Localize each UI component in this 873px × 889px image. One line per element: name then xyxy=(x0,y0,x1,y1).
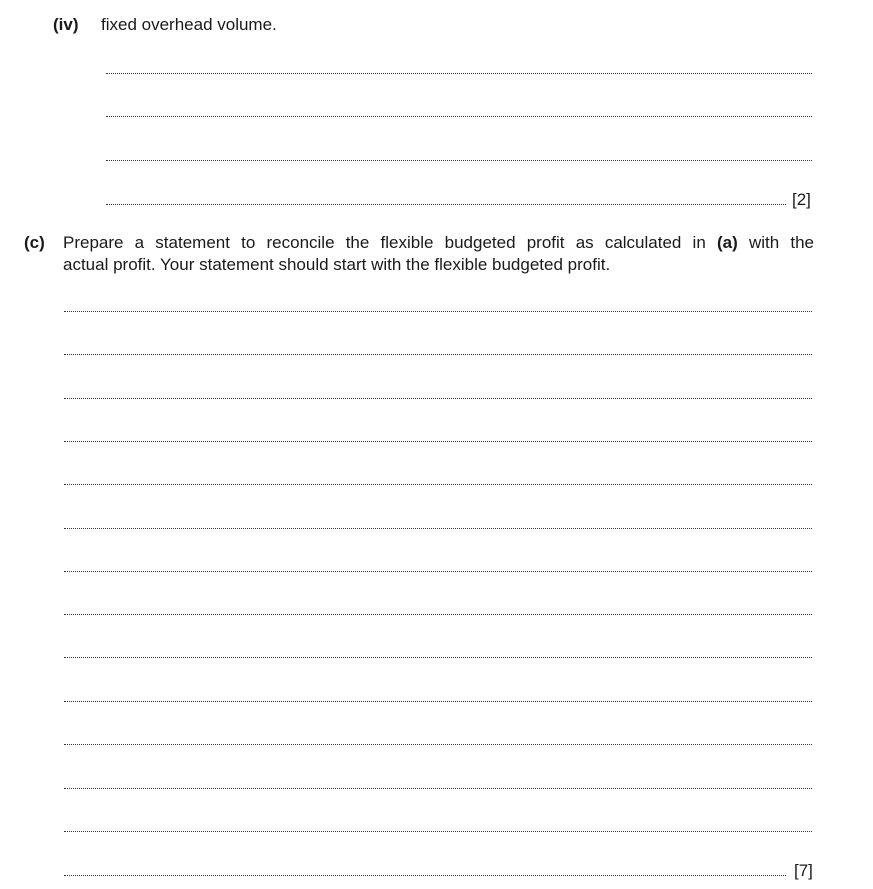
answer-line[interactable] xyxy=(64,701,812,702)
answer-line[interactable] xyxy=(64,484,812,485)
question-text-c-post: with the xyxy=(737,233,814,252)
answer-line[interactable] xyxy=(64,441,812,442)
answer-line[interactable] xyxy=(64,311,812,312)
answer-line[interactable] xyxy=(106,204,786,205)
answer-line[interactable] xyxy=(64,788,812,789)
answer-line[interactable] xyxy=(64,354,812,355)
answer-line[interactable] xyxy=(64,831,812,832)
answer-line[interactable] xyxy=(64,571,812,572)
question-text-c-line1 xyxy=(63,232,814,254)
question-text-c-pre: Prepare a statement to reconcile the flexible budgeted profit as calculated in xyxy=(63,233,717,252)
marks-label-iv: [2] xyxy=(792,190,811,209)
answer-line[interactable] xyxy=(64,614,812,615)
answer-line[interactable] xyxy=(106,73,812,74)
question-label-c: (c) xyxy=(24,233,45,252)
answer-line[interactable] xyxy=(64,744,812,745)
answer-line[interactable] xyxy=(106,160,812,161)
answer-line[interactable] xyxy=(64,528,812,529)
answer-line[interactable] xyxy=(106,116,812,117)
answer-line[interactable] xyxy=(64,398,812,399)
answer-line[interactable] xyxy=(64,875,786,876)
question-ref-a: (a) xyxy=(716,233,738,252)
question-text-iv: fixed overhead volume. xyxy=(101,15,277,34)
answer-line[interactable] xyxy=(64,657,812,658)
question-text-c-line2: actual profit. Your statement should start with the flexible budgeted profit. xyxy=(63,255,611,274)
question-label-iv: (iv) xyxy=(53,15,79,34)
marks-label-c: [7] xyxy=(794,861,813,880)
